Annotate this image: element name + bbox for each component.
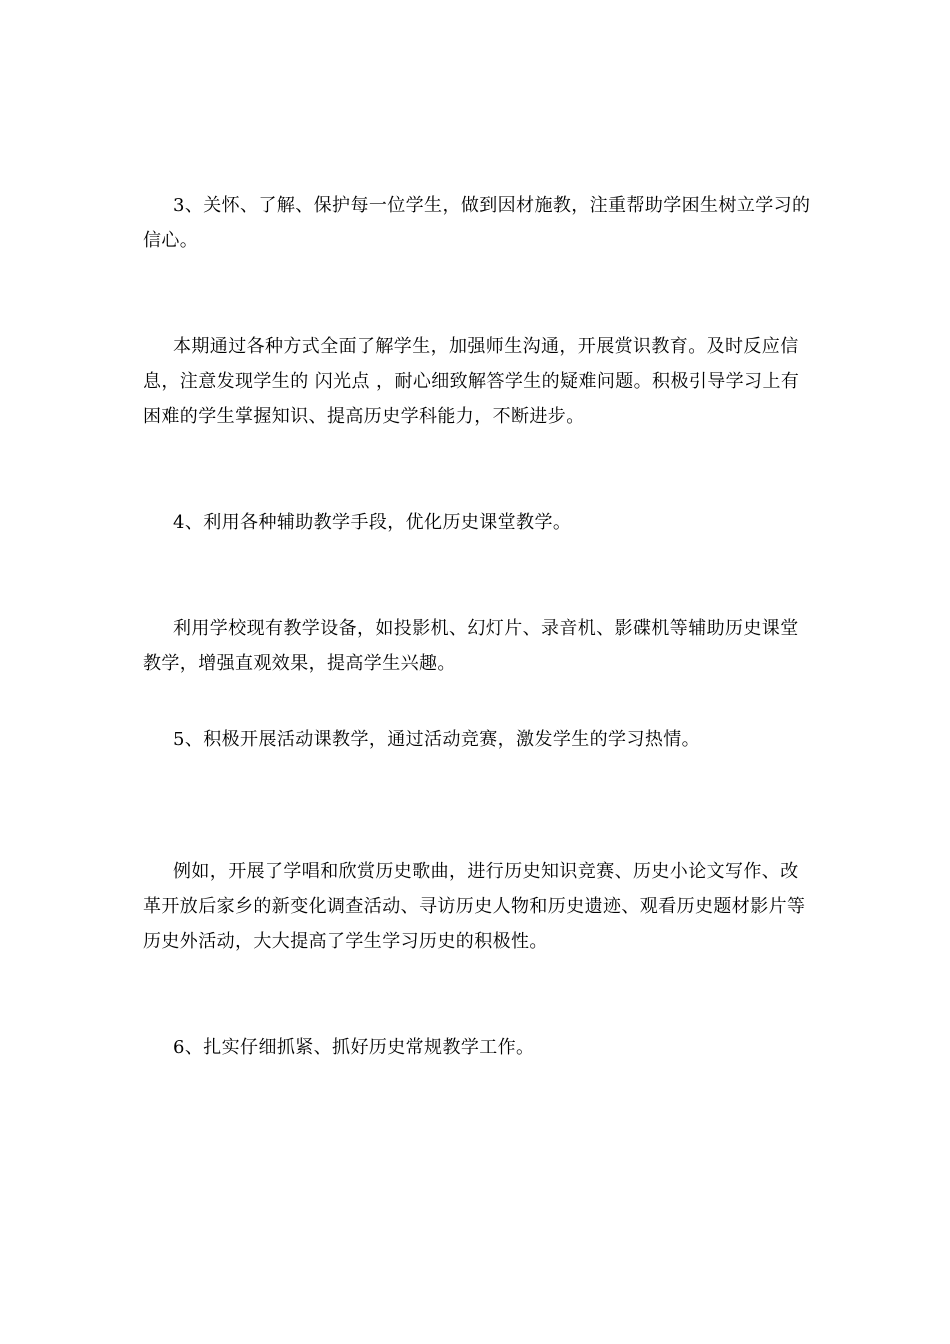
paragraph-body-understanding-students: 本期通过各种方式全面了解学生，加强师生沟通，开展赏识教育。及时反应信息，注意发现学生的 闪光点 ，耐心细致解答学生的疑难问题。积极引导学习上有困难的学生掌握知识、提高历史学科能力，不断进步。 — [143, 336, 800, 427]
paragraph-body-activities: 例如，开展了学唱和欣赏历史歌曲，进行历史知识竞赛、历史小论文写作、改革开放后家乡的新变化调查活动、寻访历史人物和历史遗迹、观看历史题材影片等历史外活动，大大提高了学生学习历史的积极性。 — [143, 861, 806, 952]
paragraph-item-6-heading: 6、扎实仔细抓紧、抓好历史常规教学工作。 — [173, 1037, 535, 1058]
paragraph-item-4-heading: 4、利用各种辅助教学手段，优化历史课堂教学。 — [173, 512, 572, 533]
paragraph-item-5-heading: 5、积极开展活动课教学，通过活动竞赛，激发学生的学习热情。 — [173, 729, 701, 750]
paragraph-item-3-heading: 3、关怀、了解、保护每一位学生，做到因材施教，注重帮助学困生树立学习的信心。 — [143, 195, 811, 251]
paragraph-body-teaching-equipment: 利用学校现有教学设备，如投影机、幻灯片、录音机、影碟机等辅助历史课堂教学，增强直观效果，提高学生兴趣。 — [143, 618, 799, 674]
